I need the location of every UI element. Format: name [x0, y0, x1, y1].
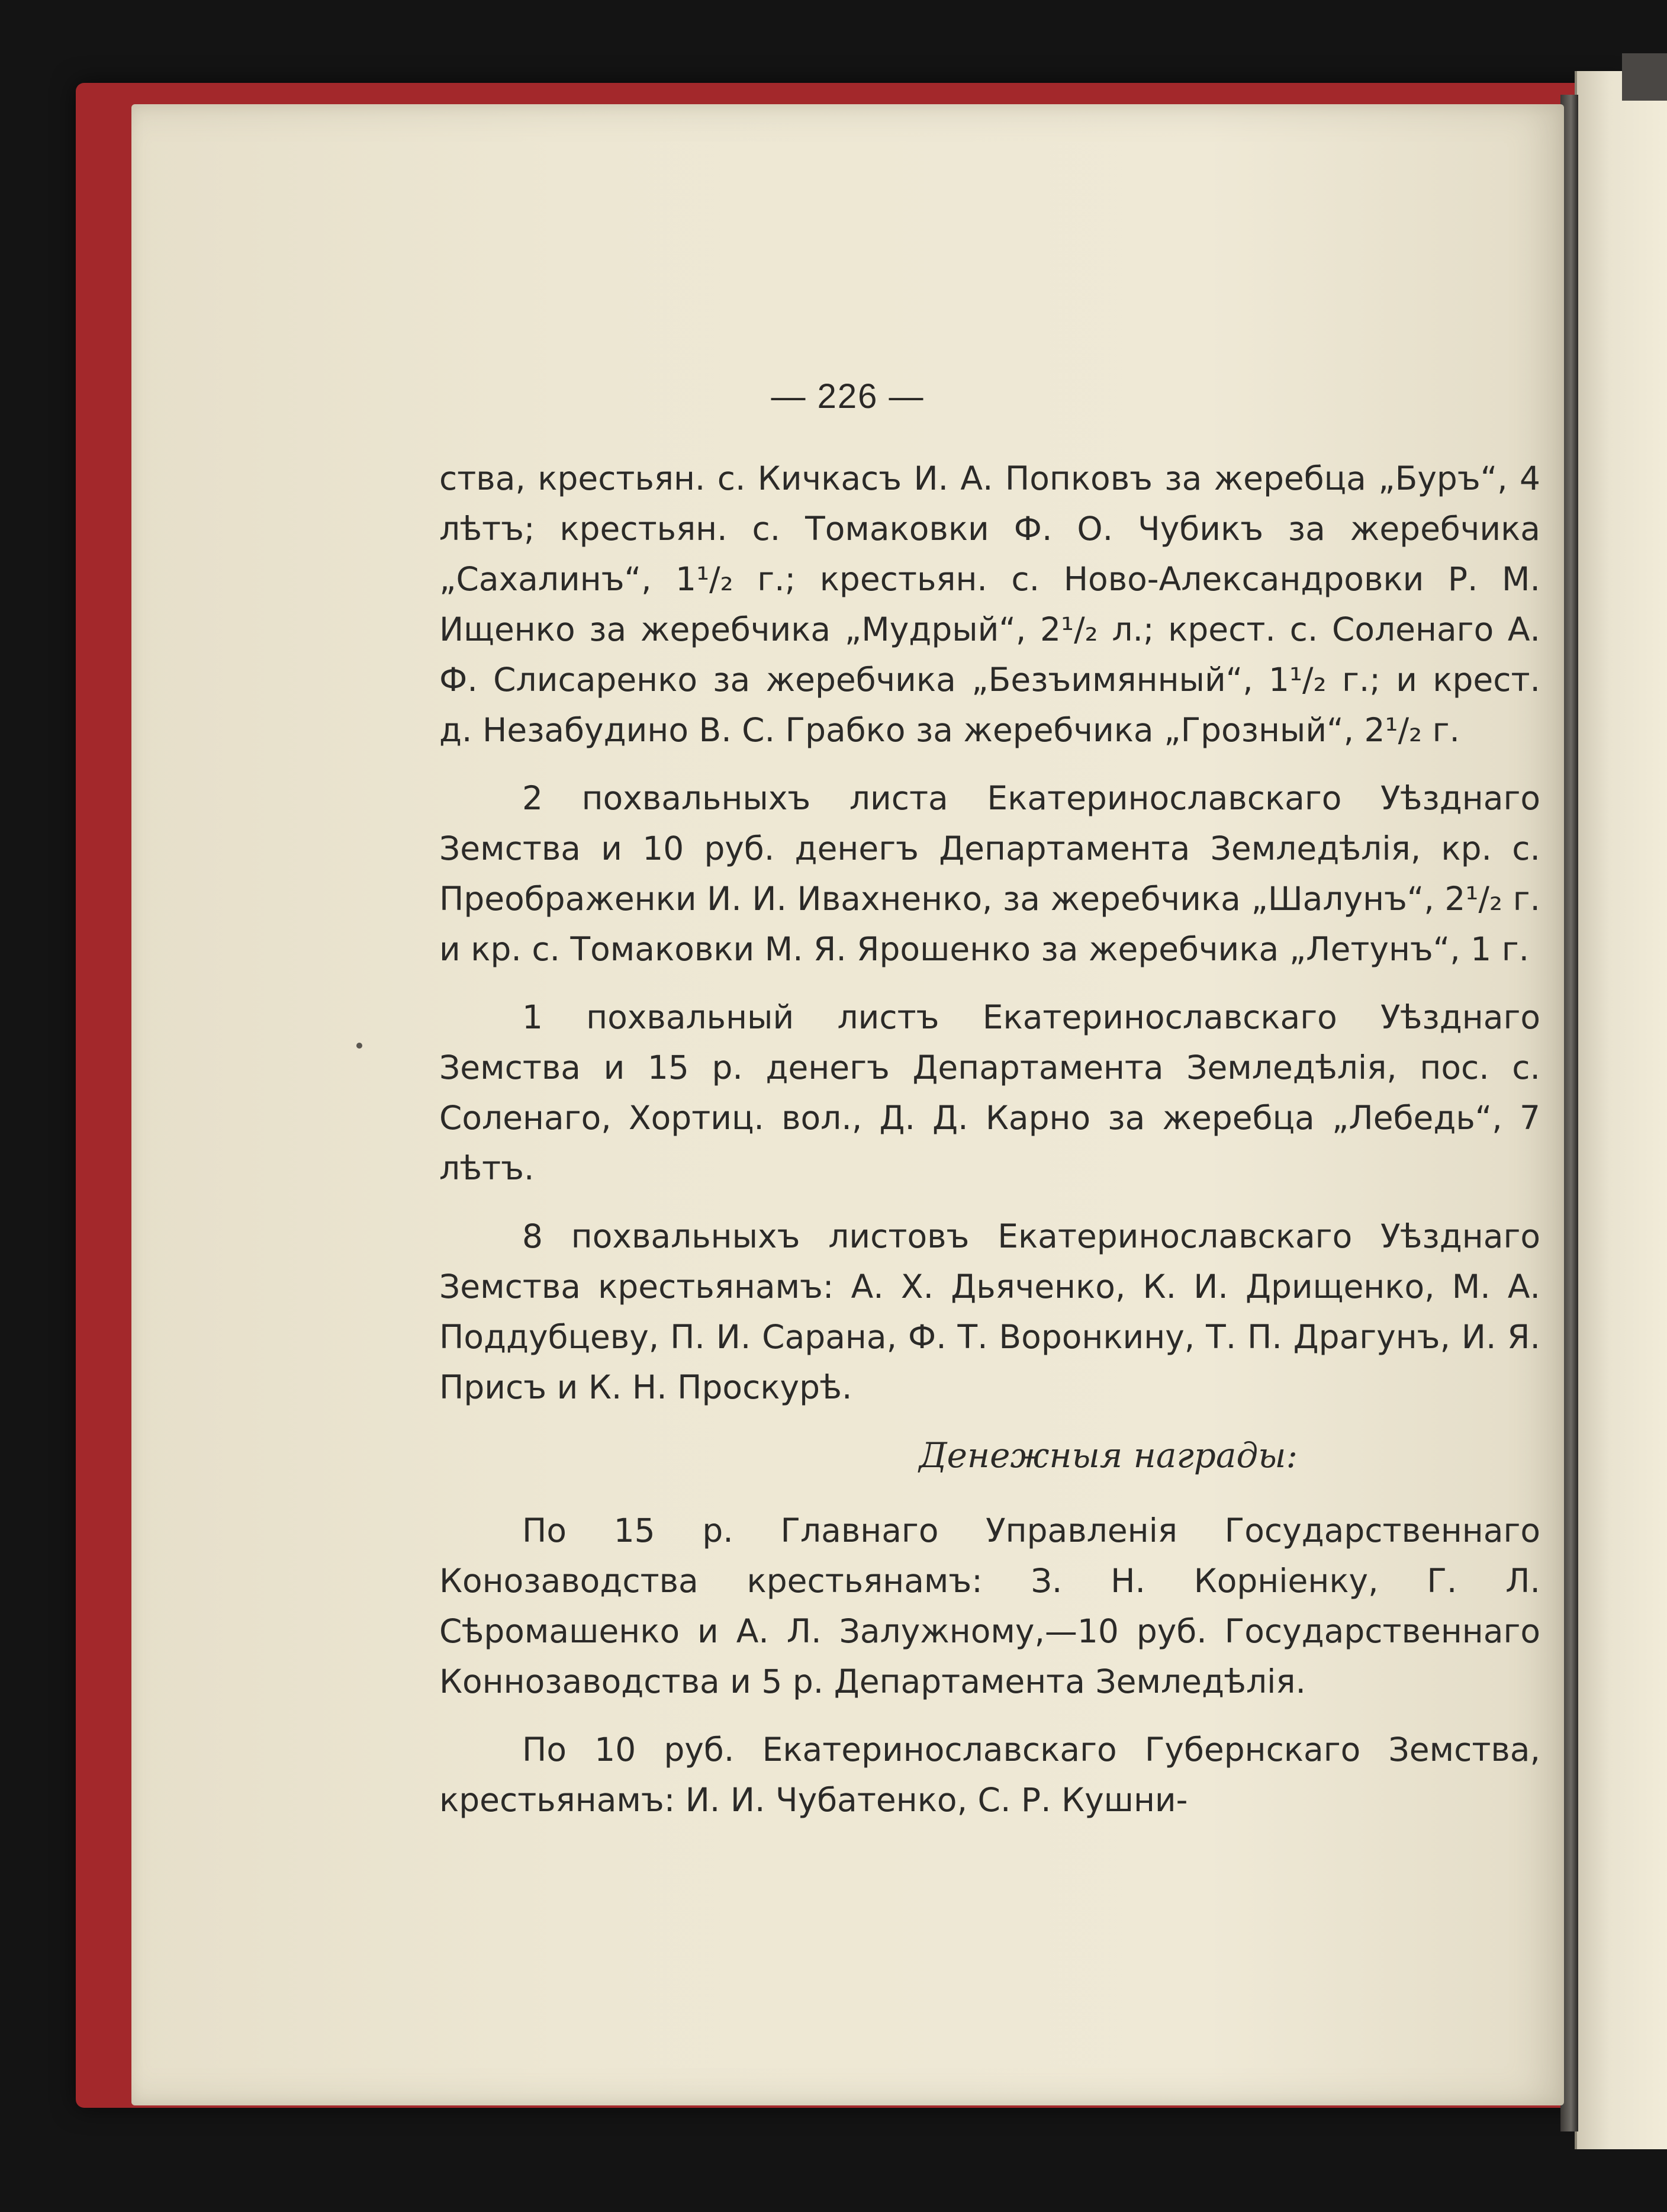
- paragraph-3: 1 похвальный листъ Екатеринославскаго Уѣзднаго Земства и 15 р. денегъ Департамента Земледѣлія, пос. с. Соленаго, Хортиц. вол., Д. Д. Карно за жеребца „Лебедь“, 7 лѣтъ.: [439, 998, 1540, 1187]
- spine-top-cap: [1622, 53, 1667, 101]
- facing-page-edge: [1575, 71, 1667, 2149]
- paragraph-6: По 10 руб. Екатеринославскаго Губернскаго Земства, крестьянамъ: И. И. Чубатенко, С. Р. Кушни-: [439, 1731, 1540, 1819]
- section-heading: Денежныя награды:: [919, 1435, 1298, 1475]
- paragraph-4: 8 похвальныхъ листовъ Екатеринославскаго Уѣзднаго Земства крестьянамъ: А. Х. Дьяченко, К. И. Дрищенко, М. А. Поддубцеву, П. И. Сарана, Ф. Т. Воронкину, Т. П. Драгунъ, И. Я. Присъ и К. Н. Проскурѣ.: [439, 1217, 1540, 1406]
- page-body: [439, 454, 1540, 1843]
- ink-speck: [356, 1043, 362, 1049]
- paragraph-2: 2 похвальныхъ листа Екатеринославскаго Уѣзднаго Земства и 10 руб. денегъ Департамента Земледѣлія, кр. с. Преображенки И. И. Ивахненко, за жеребчика „Шалунъ“, 2¹/₂ г. и кр. с. Томаковки М. Я. Ярошенко за жеребчика „Летунъ“, 1 г.: [439, 779, 1540, 968]
- paragraph-5: По 15 р. Главнаго Управленія Государственнаго Конозаводства крестьянамъ: З. Н. Корніенку, Г. Л. Сѣромашенко и А. Л. Залужному,—10 руб. Государственнаго Коннозаводства и 5 р. Департамента Земледѣлія.: [439, 1512, 1540, 1700]
- paragraph-1: ства, крестьян. с. Кичкасъ И. А. Попковъ за жеребца „Буръ“, 4 лѣтъ; крестьян. с. Томаковки Ф. О. Чубикъ за жеребчика „Сахалинъ“, 1¹/₂ г.; крестьян. с. Ново-Александровки Р. М. Ищенко за жеребчика „Мудрый“, 2¹/₂ л.; крест. с. Соленаго А. Ф. Слисаренко за жеребчика „Безъимянный“, 1¹/₂ г.; и крест. д. Незабудино В. С. Грабко за жеребчика „Грозный“, 2¹/₂ г.: [439, 459, 1540, 749]
- page-number: — 226 —: [771, 377, 925, 416]
- book-page: [131, 104, 1564, 2105]
